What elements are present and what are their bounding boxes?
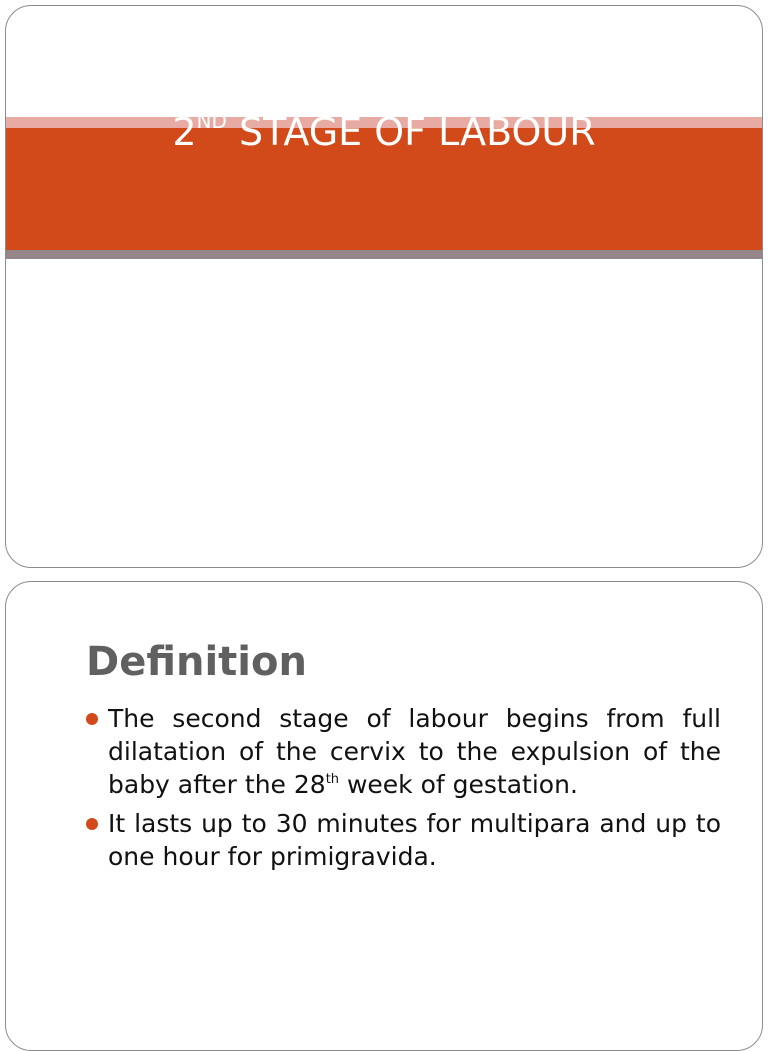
title-slide xyxy=(5,5,763,568)
bullet-item xyxy=(86,807,721,873)
bullet-text: It lasts up to 30 minutes for multipara and up to one hour for primigravida. xyxy=(108,809,721,871)
bullet-text-end: week of gestation. xyxy=(339,770,578,799)
bullet-item xyxy=(86,702,721,801)
slide-title-text: STAGE OF LABOUR xyxy=(226,110,596,154)
slide-title xyxy=(6,108,762,156)
bullet-superscript: th xyxy=(325,772,340,787)
bullet-dot-icon xyxy=(86,818,98,830)
title-band-bottom-stripe xyxy=(6,250,762,259)
slide-title-number: 2 xyxy=(172,110,197,154)
definition-slide xyxy=(5,581,763,1051)
bullet-dot-icon xyxy=(86,713,98,725)
slide-title-superscript: ND xyxy=(196,109,227,133)
bullet-text: The second stage of labour begins from full dilatation of the cervix to the expulsion of the baby after the 28 xyxy=(108,704,721,799)
bullet-list xyxy=(86,702,721,879)
slide-heading: Definition xyxy=(86,639,307,685)
